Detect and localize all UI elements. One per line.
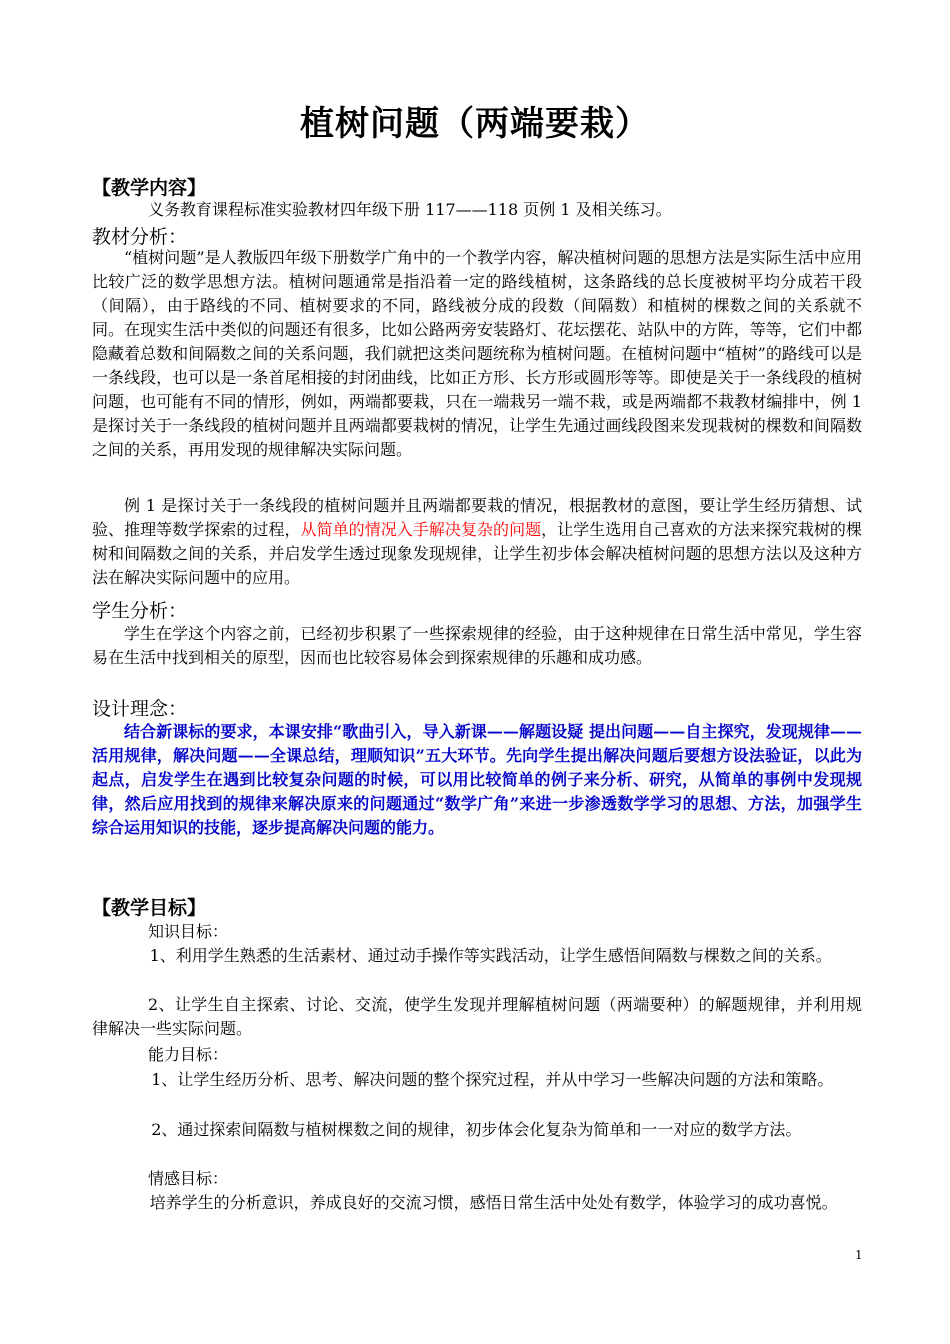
section-header-design: 设计理念： bbox=[92, 698, 188, 720]
page-title: 植树问题（两端要栽） bbox=[300, 104, 650, 144]
knowledge-goal-label: 知识目标： bbox=[148, 922, 229, 941]
highlight-text: 从简单的情况入手解决复杂的问题 bbox=[300, 520, 542, 539]
ability-goal-2: 2、通过探索间隔数与植树棵数之间的规律，初步体会化复杂为简单和一一对应的数学方法。 bbox=[151, 1120, 802, 1139]
textbook-paragraph-2 bbox=[92, 494, 862, 590]
emotion-goal-1: 培养学生的分析意识，养成良好的交流习惯，感悟日常生活中处处有数学，体验学习的成功喜悦。 bbox=[149, 1193, 838, 1212]
section-header-content: 【教学内容】 bbox=[92, 177, 207, 199]
emotion-goal-label: 情感目标： bbox=[148, 1169, 229, 1188]
knowledge-goal-2: 2、让学生自主探索、讨论、交流，使学生发现并理解植树问题（两端要种）的解题规律，并利用规律解决一些实际问题。 bbox=[92, 995, 862, 1038]
textbook-paragraph-1: “植树问题”是人教版四年级下册数学广角中的一个教学内容，解决植树问题的思想方法是实际生活中应用比较广泛的数学思想方法。植树问题通常是指沿着一定的路线植树，这条路线的总长度被树平均分成若干段（间隔），由于路线的不同、植树要求的不同，路线被分成的段数（间隔数）和植树的棵数之间的关系就不同。在现实生活中类似的问题还有很多，比如公路两旁安装路灯、花坛摆花、站队中的方阵，等等，它们中都隐藏着总数和间隔数之间的关系问题，我们就把这类问题统称为植树问题。在植树问题中“植树”的路线可以是一条线段，也可以是一条首尾相接的封闭曲线，比如正方形、长方形或圆形等等。即使是关于一条线段的植树问题，也可能有不同的情形，例如，两端都要栽，只在一端栽另一端不栽，或是两端都不栽教材编排中，例 1 是探讨关于一条线段的植树问题并且两端都要栽树的情况，让学生先通过画线段图来发现栽树的棵数和间隔数之间的关系，再用发现的规律解决实际问题。 bbox=[92, 248, 862, 459]
section-header-goals: 【教学目标】 bbox=[92, 897, 207, 919]
knowledge-goal-1: 1、利用学生熟悉的生活素材、通过动手操作等实践活动，让学生感悟间隔数与棵数之间的关系。 bbox=[149, 946, 832, 965]
student-paragraph: 学生在学这个内容之前，已经初步积累了一些探索规律的经验，由于这种规律在日常生活中常见，学生容易在生活中找到相关的原型，因而也比较容易体会到探索规律的乐趣和成功感。 bbox=[92, 624, 862, 667]
content-text: 义务教育课程标准实验教材四年级下册 117——118 页例 1 及相关练习。 bbox=[148, 200, 672, 219]
design-paragraph: 结合新课标的要求，本课安排“歌曲引入，导入新课——解题设疑 提出问题——自主探究，发现规律——活用规律，解决问题——全课总结，理顺知识”五大环节。先向学生提出解决问题后要想方设法验证，以此为起点，启发学生在遇到比较复杂问题的时候，可以用比较简单的例子来分析、研究，从简单的事例中发现规律，然后应用找到的规律来解决原来的问题通过“数学广角”来进一步渗透数学学习的思想、方法，加强学生综合运用知识的技能，逐步提高解决问题的能力。 bbox=[92, 722, 862, 837]
ability-goal-1: 1、让学生经历分析、思考、解决问题的整个探究过程，并从中学习一些解决问题的方法和策略。 bbox=[151, 1070, 834, 1089]
textbook-p2-text-b: ，让学生选用自己喜欢的方法来探究栽树的棵树和间隔数之间的关系，并启发学生透过现象发现规律，让学生初步体会解决植树问题的思想方法以及这种方法在解决实际问题中的应用。 bbox=[92, 520, 862, 587]
section-header-student: 学生分析： bbox=[92, 600, 188, 622]
textbook-p2-text-a: 例 1 是探讨关于一条线段的植树问题并且两端都要栽的情况，根据教材的意图，要让学生经历猜想、试验、推理等数学探索的过程， bbox=[92, 496, 862, 539]
page-number: 1 bbox=[855, 1248, 863, 1262]
section-header-textbook: 教材分析： bbox=[92, 226, 188, 248]
ability-goal-label: 能力目标： bbox=[148, 1045, 229, 1064]
